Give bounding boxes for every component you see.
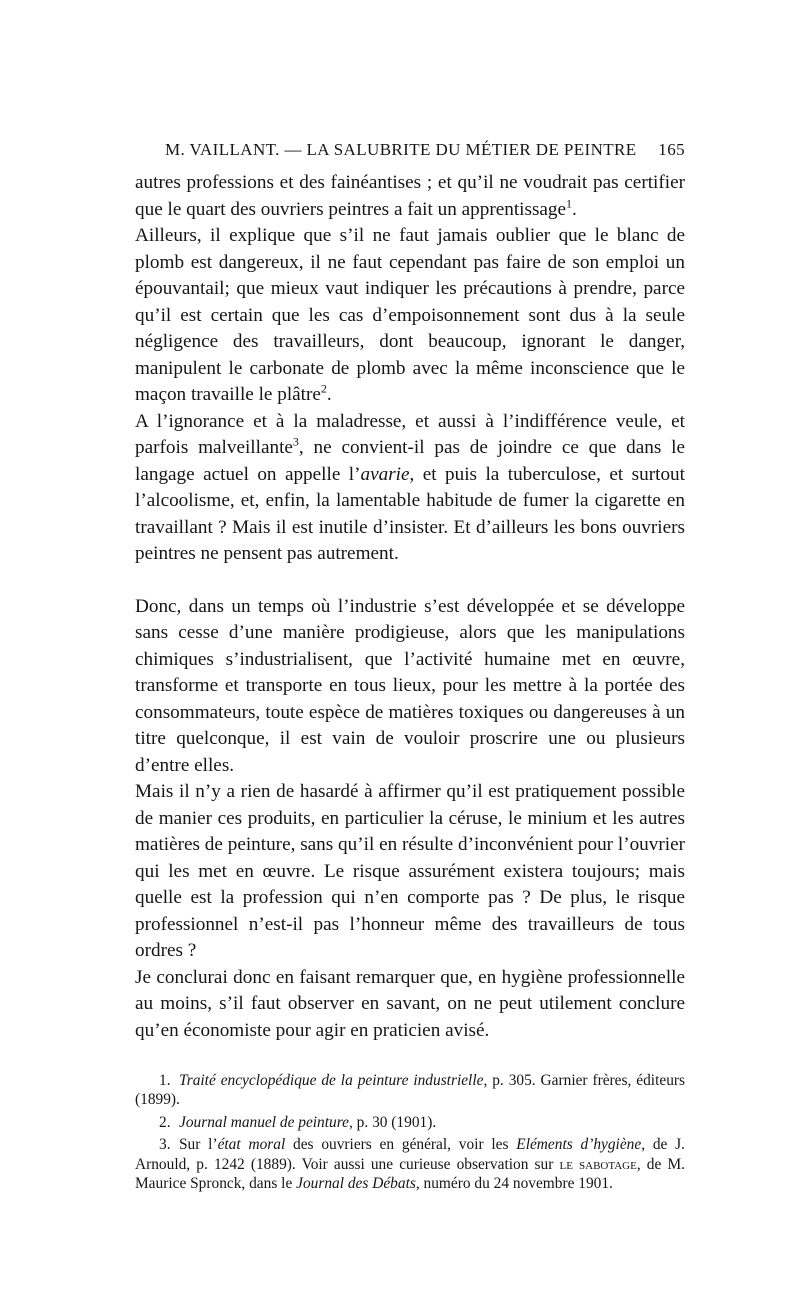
footnote-1 [135, 1071, 685, 1110]
paragraph-2-text: Ailleurs, il explique que s’il ne faut jamais oublier que le blanc de plomb est dangereux, il ne faut cependant pas faire de son emploi un épouvantail; que mieux vaut indiquer les précautions à prendre, parce qu’il est certain que les cas d’empoisonnement sont dus à la seule négligence des travailleurs, dont beaucoup, ignorant le danger, manipulent le carbonate de plomb avec la même inconscience que le maçon travaille le plâtre [135, 225, 685, 405]
footnote-text: , p. 305. Garnier frères, éditeurs (1899). [135, 1072, 685, 1109]
paragraph-1-end: . [572, 198, 577, 220]
page-number: 165 [658, 140, 685, 159]
running-title: M. VAILLANT. — LA SALUBRITE DU MÉTIER DE PEINTRE [165, 140, 637, 159]
footnote-ref-1: 1 [566, 196, 573, 211]
paragraph-3-text-a: A l’ignorance et à la maladresse, et aussi à l’indifférence veule, et parfois malveillante [135, 410, 685, 458]
footnote-italic: Journal des Débats [296, 1175, 416, 1193]
book-page [135, 140, 685, 1196]
footnote-smallcaps: le sabotage [559, 1155, 637, 1173]
footnote-italic: état moral [217, 1136, 286, 1154]
paragraph-3-text-b: , ne convient-il pas de joindre ce que dans le langage actuel on appelle l’ [135, 437, 685, 485]
footnote-italic: Journal manuel de peinture [179, 1113, 349, 1131]
footnotes [135, 1071, 685, 1193]
footnote-text: , p. 30 (1901). [348, 1113, 437, 1131]
footnote-text: , de J. Arnould, p. 1242 (1889). Voir aussi une curieuse observation sur [135, 1136, 685, 1173]
paragraph-2-end: . [326, 384, 332, 405]
running-head [135, 140, 685, 164]
footnote-number: 3. [159, 1136, 171, 1154]
paragraph-3-italic: avarie [360, 463, 410, 485]
paragraph-1 [135, 170, 685, 223]
footnote-3 [135, 1135, 685, 1193]
footnote-ref-2: 2 [320, 381, 327, 396]
footnote-2 [135, 1113, 685, 1132]
paragraph-4: Donc, dans un temps où l’industrie s’est développée et se développe sans cesse d’une manière prodigieuse, alors que les manipulations chimiques s’industrialisent, que l’activité humaine met en œuvre, transforme et transporte en tous lieux, pour les mettre à la portée des consommateurs, toute espèce de matières toxiques ou dangereuses à un titre quelconque, il est vain de vouloir proscrire une ou plusieurs d’entre elles. [135, 595, 685, 776]
footnote-italic: Traité encyclopédique de la peinture industrielle [179, 1072, 484, 1089]
footnote-text: , de M. Maurice Spronck, dans le [135, 1155, 685, 1193]
footnote-text: des ouvriers en général, voir les [285, 1136, 517, 1154]
footnote-text: , numéro du 24 novembre 1901. [415, 1175, 613, 1193]
paragraph-6: Je conclurai donc en faisant remarquer que, en hygiène professionnelle au moins, s’il faut observer en savant, on ne peut utilement conclure qu’en économiste pour agir en praticien avisé. [135, 966, 685, 1041]
paragraph-1-text: autres professions et des fainéantises ; et qu’il ne voudrait pas certifier que le quart des ouvriers peintres a fait un apprentissage [135, 172, 685, 220]
footnote-text: Sur l’ [179, 1136, 218, 1154]
paragraph-2 [135, 223, 685, 409]
paragraph-3-text-c: , et puis la tuberculose, et surtout l’alcoolisme, et, enfin, la lamentable habitude de fumer la cigarette en travaillant ? Mais il est inutile d’insister. Et d’ailleurs les bons ouvriers peintres ne pensent pas autrement. [135, 463, 685, 564]
paragraph-3 [135, 409, 685, 568]
footnote-italic: Eléments d’hygiène [516, 1136, 642, 1154]
footnote-number: 2. [159, 1113, 171, 1131]
footnote-ref-3: 3 [292, 434, 299, 449]
footnote-number: 1. [159, 1072, 171, 1089]
body-text [135, 170, 685, 1044]
paragraph-5: Mais il n’y a rien de hasardé à affirmer qu’il est pratiquement possible de manier ces produits, en particulier la céruse, le minium et les autres matières de peinture, sans qu’il en résulte d’inconvénient pour l’ouvrier qui les met en œuvre. Le risque assurément existera toujours; mais quelle est la profession qui n’en comporte pas ? De plus, le risque professionnel n’est-il pas l’honneur même des travailleurs de tous ordres ? [135, 781, 685, 961]
